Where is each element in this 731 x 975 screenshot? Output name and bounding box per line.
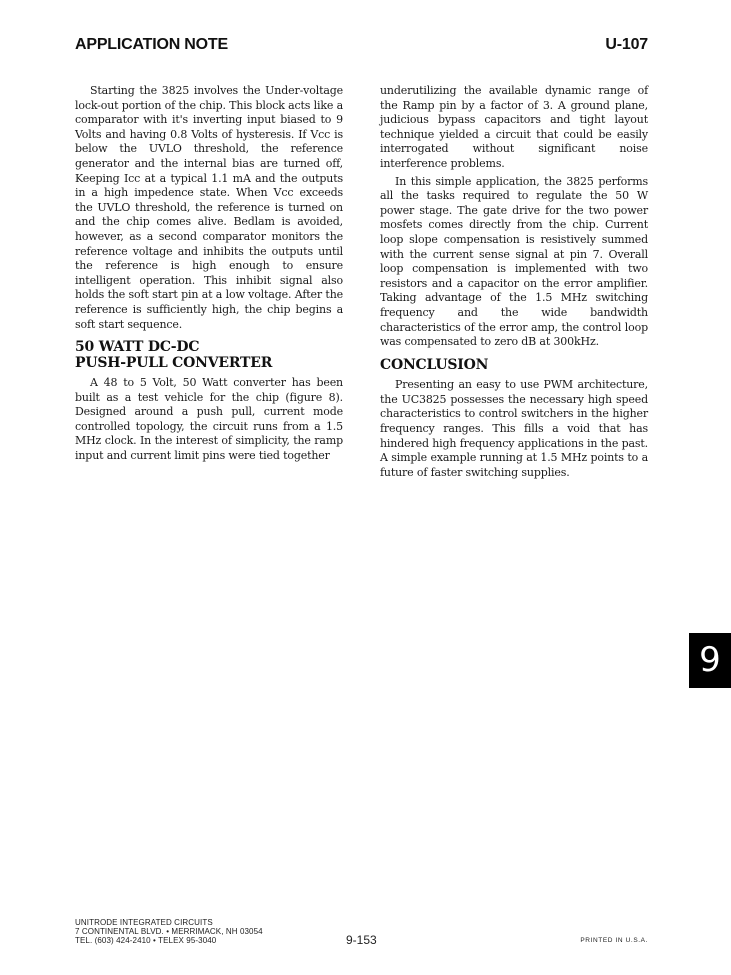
converter-heading — [75, 340, 343, 371]
application-paragraph: In this simple application, the 3825 performs all the tasks required to regulate the 50 W power stage. The gate drive for the two power mosfets comes directly from the chip. Current loop slope compensation is resistively summed with the current sense signal at pin 7. Overall loop compensation is implemented with two resistors and a capacitor on the error amplifier. Taking advantage of the 1.5 MHz switching frequency and the wide bandwidth characteristics of the error amp, the control loop was compensated to zero dB at 300kHz. — [380, 174, 648, 349]
footer-company: UNITRODE INTEGRATED CIRCUITS — [75, 918, 213, 927]
converter-heading-line2: PUSH-PULL CONVERTER — [75, 354, 273, 371]
printed-in-usa: PRINTED IN U.S.A. — [580, 937, 648, 944]
continuation-paragraph: underutilizing the available dynamic range of the Ramp pin by a factor of 3. A ground plane, judicious bypass capacitors and tight layout technique yielded a circuit that could be easily interrogated without significant noise interference problems. — [380, 84, 648, 170]
section-tab: 9 — [689, 633, 731, 688]
conclusion-heading: CONCLUSION — [380, 356, 489, 373]
left-column — [75, 84, 343, 464]
page-number: 9-153 — [346, 933, 377, 947]
converter-heading-line1: 50 WATT DC-DC — [75, 339, 200, 356]
page-header-title: APPLICATION NOTE — [75, 36, 228, 53]
conclusion-paragraph: Presenting an easy to use PWM architecture, the UC3825 possesses the necessary high speed characteristics to control switchers in the higher frequency ranges. This fills a void that has hindered high frequency applications in the past. A simple example running at 1.5 MHz points to a future of faster switching supplies. — [380, 378, 648, 479]
footer-address: 7 CONTINENTAL BLVD. • MERRIMACK, NH 03054 — [75, 926, 263, 936]
right-column — [380, 84, 648, 480]
document-id: U-107 — [605, 36, 648, 53]
uvlo-paragraph: Starting the 3825 involves the Under-voltage lock-out portion of the chip. This block acts like a comparator with it's inverting input biased to 9 Volts and having 0.8 Volts of hysteresis. If Vcc is below the UVLO threshold, the reference generator and the internal bias are turned off, Keeping Icc at a typical 1.1 mA and the outputs in a high impedence state. When Vcc exceeds the UVLO threshold, the reference is turned on and the chip comes alive. Bedlam is avoided, however, as a second comparator monitors the reference voltage and inhibits the outputs until the reference is high enough to ensure intelligent operation. This inhibit signal also holds the soft start pin at a low voltage. After the reference is sufficiently high, the chip begins a soft start sequence. — [75, 84, 344, 331]
footer-contact: TEL. (603) 424-2410 • TELEX 95-3040 — [75, 935, 217, 945]
converter-paragraph: A 48 to 5 Volt, 50 Watt converter has been built as a test vehicle for the chip (figure 8). Designed around a push pull, current mode controlled topology, the circuit runs from a 1.5 MHz clock. In the interest of simplicity, the ramp input and current limit pins were tied together — [75, 376, 343, 463]
footer-address-block — [75, 919, 263, 945]
